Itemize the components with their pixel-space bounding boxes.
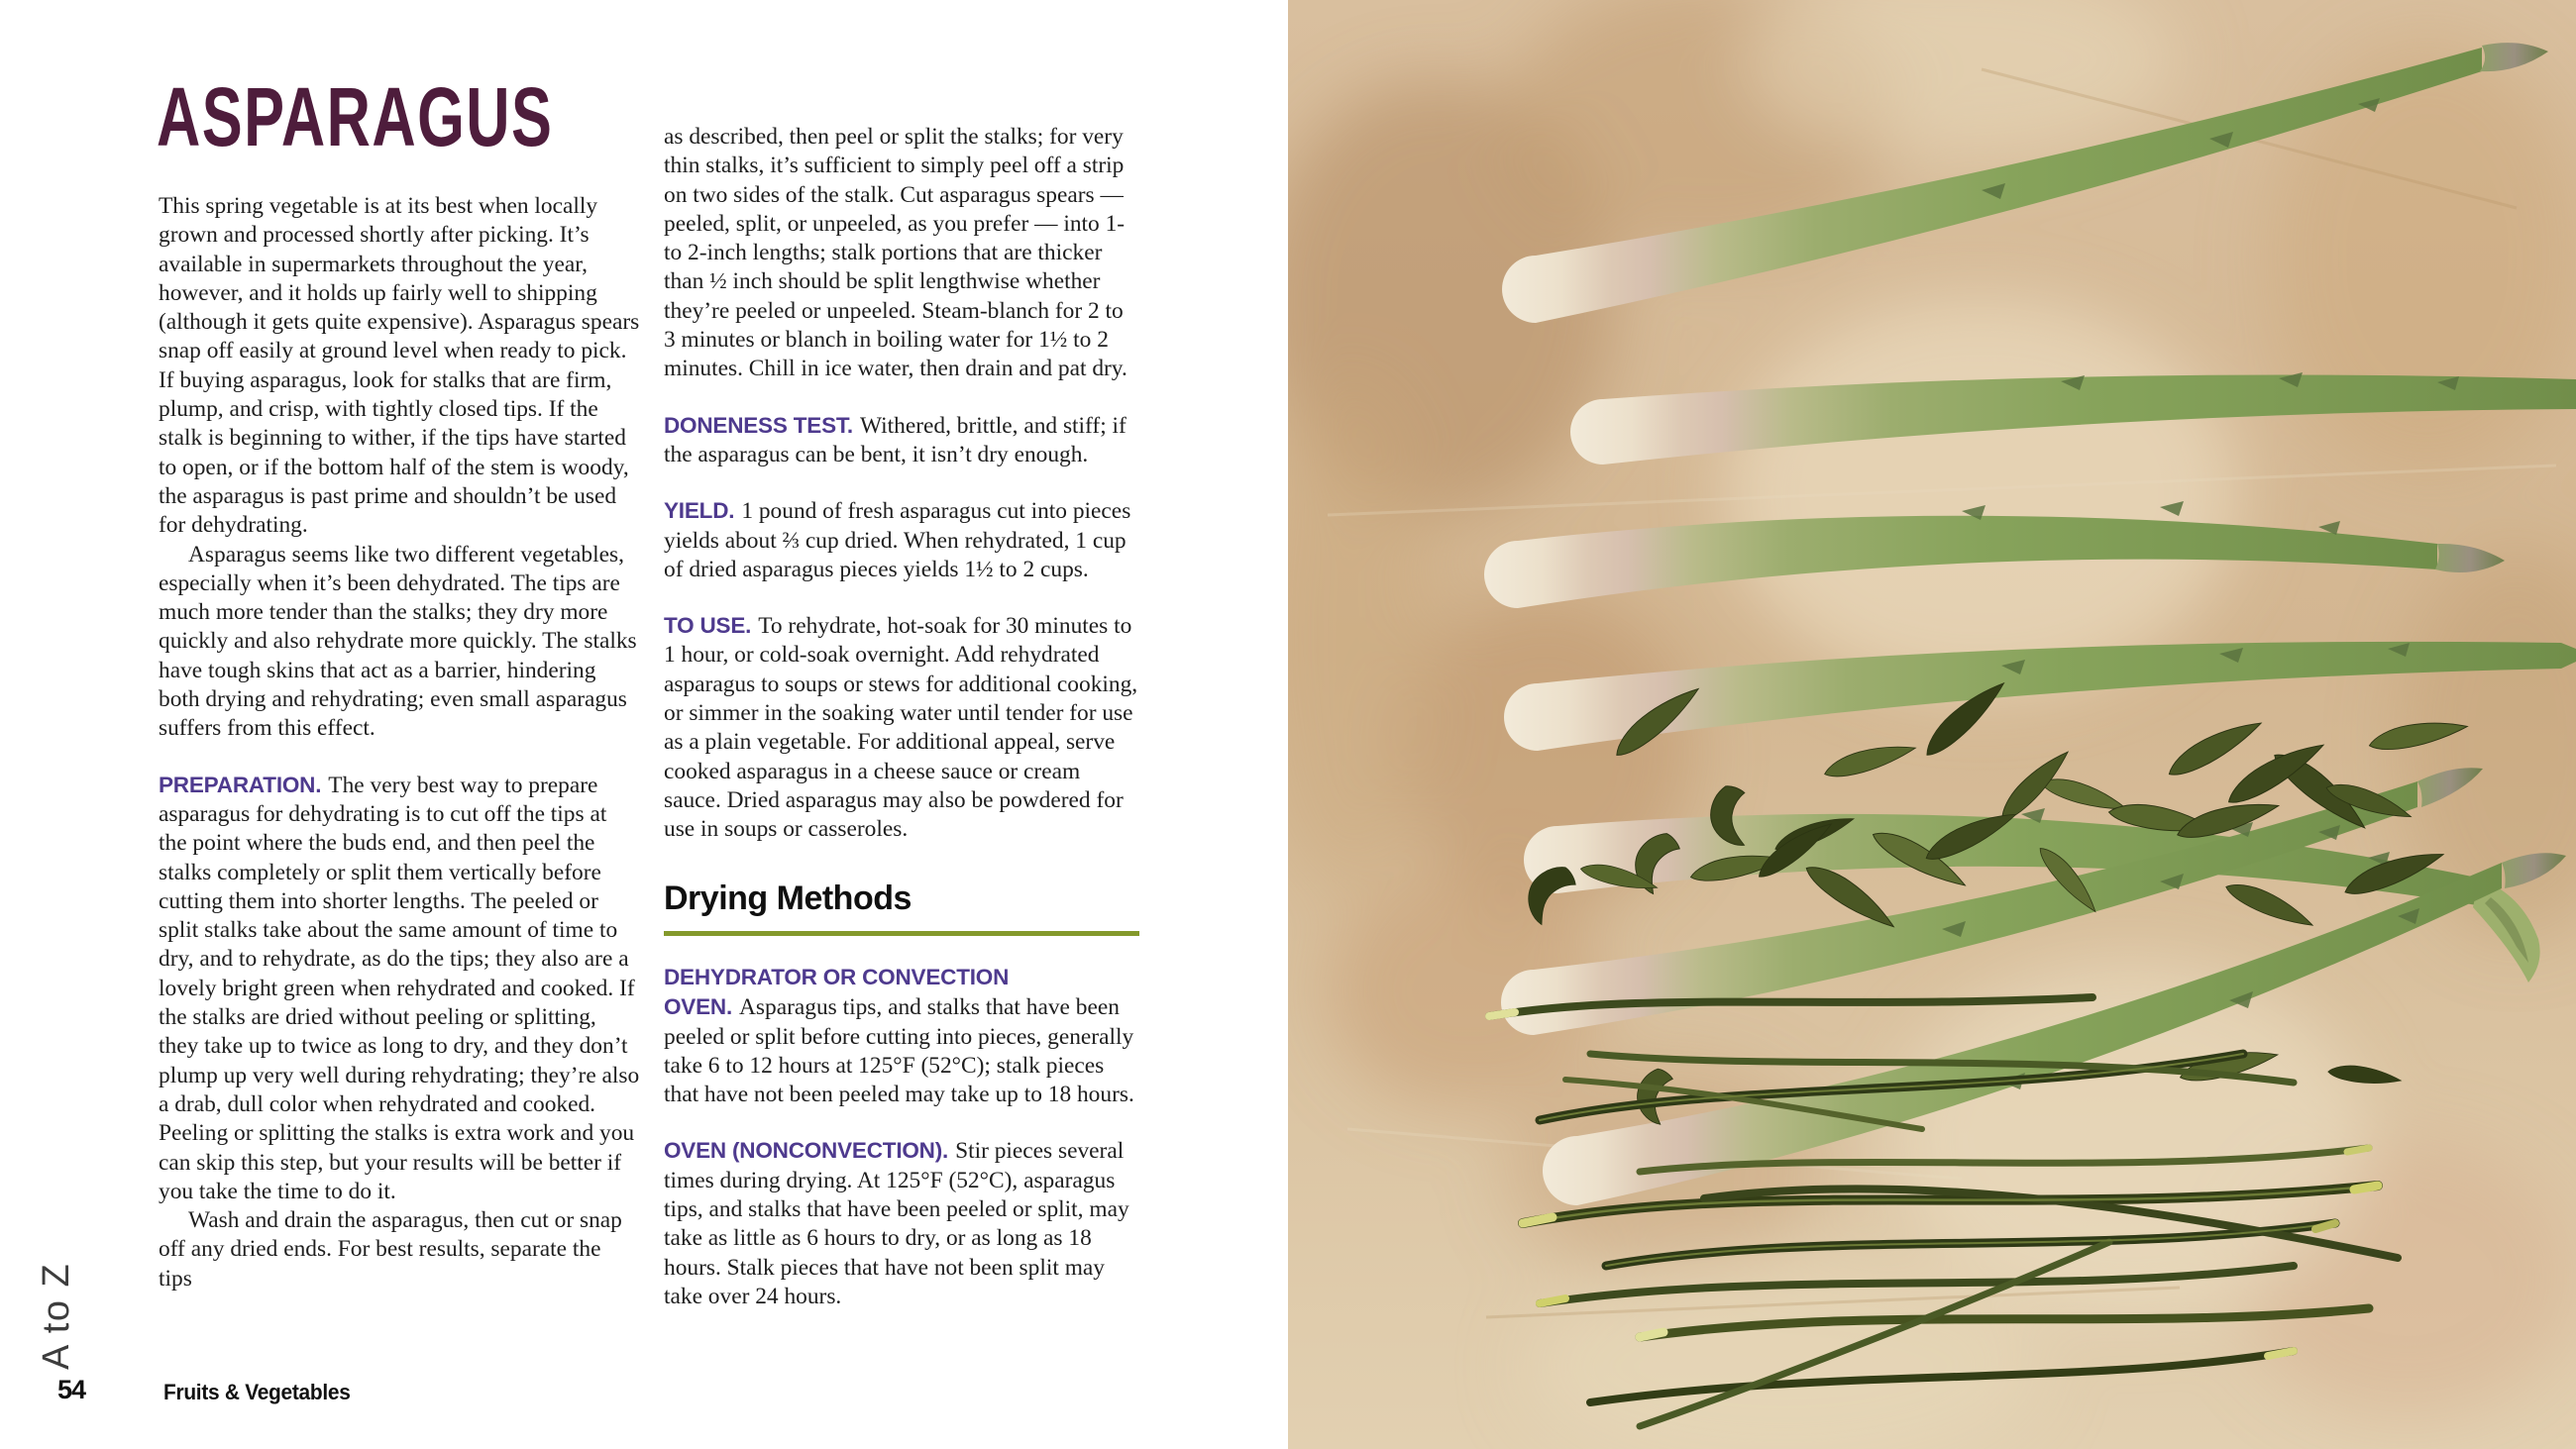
page-number: 54 bbox=[57, 1375, 86, 1404]
doneness-text: Withered, brittle, and stiff; if the asparagus can be bent, it isn’t dry enough. bbox=[664, 412, 1127, 467]
text-column-left bbox=[159, 192, 640, 1294]
footer-section-title: Fruits & Vegetables bbox=[163, 1380, 351, 1404]
dehydrator-section bbox=[664, 963, 1139, 1109]
oven-text: Stir pieces several times during drying. At 125°F (52°C), asparagus tips, and stalks that have been peeled or split, may take as little as 6 hours to dry, or as long as 18 hours. Stalk pieces that have not been split may take over 24 hours. bbox=[664, 1138, 1129, 1309]
runover-paragraph: as described, then peel or split the stalks; for very thin stalks, it’s sufficient to simply peel off a strip on two sides of the stalk. Cut asparagus spears — peeled, split, or unpeeled, as you prefer — into 1- to 2-inch lengths; stalk portions that are thicker than ½ inch should be split lengthwise whether they’re peeled or unpeeled. Steam-blanch for 2 to 3 minutes or blanch in boiling water for 1½ to 2 minutes. Chill in ice water, then drain and pat dry. bbox=[664, 124, 1127, 382]
preparation-label: PREPARATION. bbox=[159, 772, 322, 797]
side-tab-a-to-z: A to Z bbox=[36, 1262, 77, 1370]
green-rule bbox=[664, 931, 1139, 936]
to-use-text: To rehydrate, hot-soak for 30 minutes to 1 hour, or cold-soak overnight. Add rehydrated asparagus to soups or stews for additional cooking, or simmer in the soaking water until tender for use as a plain vegetable. For additional appeal, serve cooked asparagus in a cheese sauce or cream sauce. Dried asparagus may also be powdered for use in soups or casseroles. bbox=[664, 613, 1138, 843]
yield-text: 1 pound of fresh asparagus cut into pieces yields about ⅔ cup dried. When rehydrated, 1 cup of dried asparagus pieces yields 1½ to 2 cups. bbox=[664, 498, 1131, 582]
preparation-text: The very best way to prepare asparagus for dehydrating is to cut off the tips at the point where the buds end, and then peel the stalks completely or split them vertically before cutting them into shorter lengths. The peeled or split stalks take about the same amount of time to dry, and to rehydrate, as do the tips; they also are a lovely bright green when rehydrated and cooked. If the stalks are dried without peeling or splitting, they take up to twice as long to dry, and they don’t plump up very well during rehydrating; they’re also a drab, dull color when rehydrated and cooked. Peeling or splitting the stalks is extra work and you can skip this step, but your results will be better if you take the time to do it. bbox=[159, 772, 640, 1204]
page-title: ASPARAGUS bbox=[157, 70, 554, 163]
to-use-label: TO USE. bbox=[664, 613, 752, 639]
oven-section bbox=[664, 1136, 1139, 1311]
to-use-section bbox=[664, 611, 1139, 844]
dehydrator-text: Asparagus tips, and stalks that have been peeled or split before cutting into pieces, generally take 6 to 12 hours at 125°F (52°C); stalk pieces that have not been peeled may take up to 18 hours. bbox=[664, 994, 1134, 1108]
text-column-right bbox=[664, 123, 1139, 1311]
yield-label: YIELD. bbox=[664, 498, 735, 524]
yield-section bbox=[664, 496, 1139, 584]
oven-label: OVEN (NONCONVECTION). bbox=[664, 1138, 949, 1164]
intro-paragraph-2: Asparagus seems like two different vegetables, especially when it’s been dehydrated. The tips are much more tender than the stalks; they dry more quickly and also rehydrate more quickly. The stalks have tough skins that act as a barrier, hindering both drying and rehydrating; even small asparagus suffers from this effect. bbox=[159, 541, 637, 742]
doneness-section bbox=[664, 411, 1139, 470]
asparagus-photo bbox=[1288, 0, 2576, 1449]
drying-methods-heading: Drying Methods bbox=[664, 879, 912, 917]
preparation-paragraph-2: Wash and drain the asparagus, then cut or snap off any dried ends. For best results, separate the tips bbox=[159, 1207, 622, 1292]
doneness-label: DONENESS TEST. bbox=[664, 412, 853, 438]
dehydrator-label: DEHYDRATOR OR CONVECTION OVEN. bbox=[664, 964, 1010, 1020]
preparation-section bbox=[159, 771, 640, 1206]
intro-paragraph-1: This spring vegetable is at its best when locally grown and processed shortly after picking. It’s available in supermarkets throughout the year, however, and it holds up fairly well to shipping (although it gets quite expensive). Asparagus spears snap off easily at ground level when ready to pick. If buying asparagus, look for stalks that are firm, plump, and crisp, with tightly closed tips. If the stalk is beginning to wither, if the tips have started to open, or if the bottom half of the stem is woody, the asparagus is past prime and shouldn’t be used for dehydrating. bbox=[159, 193, 640, 539]
